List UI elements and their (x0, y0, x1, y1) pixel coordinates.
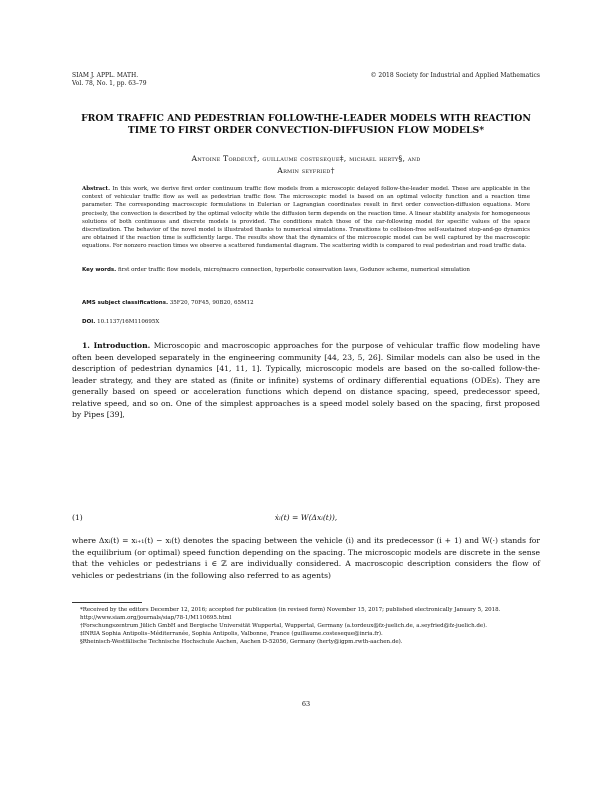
ams-text: 35F20, 70F45, 90B20, 65M12 (169, 300, 254, 306)
journal-name: SIAM J. APPL. MATH. (72, 72, 139, 79)
abstract (82, 185, 530, 251)
author-list (80, 153, 532, 177)
authors-line-2: Armin seyfried† (277, 166, 335, 175)
footnote-rule (72, 602, 142, 603)
doi (82, 318, 530, 326)
body-text-2: where Δxᵢ(t) = xᵢ₊₁(t) − xᵢ(t) denotes the spacing between the vehicle (i) and its predecessor (i + 1) and W(·) stands for the equilibrium (or optimal) speed function depending on the spacing. The microscopic models are discrete in the sense that the vehicles or pedestrians i ∈ ℤ are individually considered. A macroscopic description considers the flow of vehicles or pedestrians (in the following also referred to as agents) (72, 536, 540, 580)
abstract-text: In this work, we derive first order continuum traffic flow models from a microscopic delayed follow-the-leader model. These are applicable in the context of vehicular traffic flow as well as pedestrian traffic flow. The microscopic model is based on an optimal velocity function and a reaction time parameter. The corresponding macroscopic formulations in Eulerian or Lagrangian coordinates result in first order convection-diffusion equations. More precisely, the convection is described by the optimal velocity while the diffusion term depends on the reaction time. A linear stability analysis for homogeneous solutions of both continuous and discrete models is provided. The conditions match those of the car-following model for specific values of the space discretization. The behavior of the novel model is illustrated thanks to numerical simulations. Transitions to collision-free self-sustained stop-and-go dynamics are obtained if the reaction time is sufficiently large. The results show that the dynamics of the microscopic model can be well captured by the macroscopic equations. For nonzero reaction times we observe a scattered fundamental diagram. The scattering width is compared to real pedestrian and road traffic data. (82, 186, 531, 250)
doi-link[interactable]: 10.1137/16M110695X (97, 319, 160, 325)
footnote-affiliation-rwth: §Rheinisch-Westfälische Technische Hochschule Aachen, Aachen D-52056, Germany (herty@igpm.rwth-aachen.de). (80, 639, 403, 646)
body-paragraph-2 (72, 535, 540, 581)
ams-classifications (82, 299, 530, 307)
copyright-notice: © 2018 Society for Industrial and Applied Mathematics (370, 72, 540, 79)
doi-label: DOI. (82, 319, 96, 325)
journal-volume: Vol. 78, No. 1, pp. 63–79 (72, 80, 147, 87)
abstract-label: Abstract. (82, 186, 111, 192)
authors-line-1: Antoine Tordeux†, guillaume costeseque‡, michael herty§, and (191, 154, 421, 163)
footnotes (72, 606, 540, 646)
footnote-affiliation-inria: ‡INRIA Sophia Antipolis–Méditerranée, Sophia Antipolis, Valbonne, France (guillaume.costeseque@inria.fr). (80, 631, 383, 638)
running-header-left (72, 72, 147, 88)
footnote-received: *Received by the editors December 12, 2016; accepted for publication (in revised form) November 15, 2017; published electronically January 5, 2018. (80, 607, 501, 613)
equation-number: (1) (72, 513, 83, 522)
footnote-affiliation-juelich: †Forschungszentrum Jülich GmbH and Bergische Universität Wuppertal, Wuppertal, Germany (a.tordeux@fz-juelich.de, a.seyfried@fz-juelich.de). (80, 623, 488, 630)
introduction-section (72, 340, 540, 421)
section-heading: 1. Introduction. (82, 341, 151, 350)
equation-expression: ẋᵢ(t) = W(Δxᵢ(t)), (274, 513, 338, 522)
footnote-url[interactable]: http://www.siam.org/journals/siap/78-1/M110695.html (80, 615, 232, 622)
keywords-text: first order traffic flow models, micro/macro connection, hyperbolic conservation laws, Godunov scheme, numerical simulation (118, 267, 470, 273)
ams-label: AMS subject classifications. (82, 300, 169, 306)
equation-1 (72, 513, 540, 525)
page-number: 63 (301, 700, 311, 708)
paper-title: FROM TRAFFIC AND PEDESTRIAN FOLLOW-THE-LEADER MODELS WITH REACTION TIME TO FIRST ORDER CONVECTION-DIFFUSION FLOW MODELS* (81, 113, 531, 136)
keywords-label: Key words. (82, 267, 117, 273)
keywords (82, 266, 530, 274)
intro-paragraph: Microscopic and macroscopic approaches for the purpose of vehicular traffic flow modeling have often been developed separately in the engineering community [44, 23, 5, 26]. Similar models can also be used in the description of pedestrian dynamics [41, 11, 1]. Typically, microscopic models are based on the so-called follow-the-leader strategy, and they are stated as (finite or infinite) systems of ordinary differential equations (ODEs). They are generally based on speed or acceleration functions which depend on distance spacing, speed, predecessor speed, relative speed, and so on. One of the simplest approaches is a speed model solely based on the spacing, first proposed by Pipes [39], (72, 341, 541, 419)
